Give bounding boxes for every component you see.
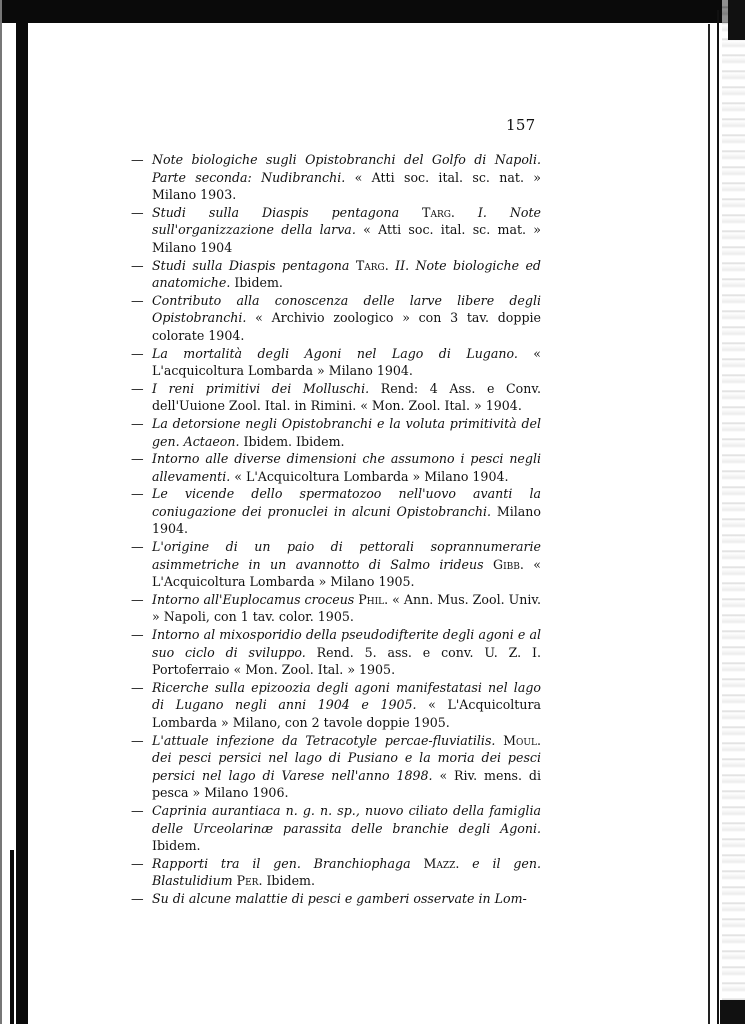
bibliography-entry xyxy=(131,732,541,802)
entry-title: Note biologiche sugli Opistobranchi del Golfo di Napoli. Parte seconda: Nudibranchi. xyxy=(152,152,541,185)
entry-title: Ricerche sulla epizoozia degli agoni manifestatasi nel lago di Lugano negli anni 1904 e 1905. xyxy=(152,679,541,713)
entry-author: Gibb. xyxy=(483,556,524,572)
entry-dash: — xyxy=(131,539,144,555)
bibliography-entry xyxy=(131,415,541,450)
entry-dash: — xyxy=(131,451,144,467)
entry-dash: — xyxy=(131,257,144,273)
entry-title: La detorsione negli Opistobranchi e la voluta primitività del gen. Actaeon. xyxy=(152,415,541,449)
scan-left-edge xyxy=(0,0,2,1024)
entry-citation: « Atti soc. ital. sc. mat. » Milano 1904 xyxy=(152,222,542,255)
scan-right-rule-outer xyxy=(717,10,719,1024)
bibliography-entry xyxy=(131,485,541,538)
bibliography-entry xyxy=(131,591,541,626)
entry-citation: « Riv. mens. di pesca » Milano 1906. xyxy=(152,767,541,801)
entry-citation: « Ann. Mus. Zool. Univ. » Napoli, con 1 tav. color. 1905. xyxy=(152,591,541,625)
entry-dash: — xyxy=(131,679,144,695)
entry-dash: — xyxy=(131,855,144,871)
entry-title: I reni primitivi dei Molluschi. xyxy=(152,380,370,396)
entry-citation: « L'acquicoltura Lombarda » Milano 1904. xyxy=(152,345,541,379)
entry-dash: — xyxy=(131,802,144,818)
bibliography-list xyxy=(131,151,541,908)
entry-title: La mortalità degli Agoni nel Lago di Lugano. xyxy=(152,345,518,361)
scan-top-border xyxy=(0,0,745,23)
scan-right-page-edges xyxy=(722,0,745,1024)
entry-dash: — xyxy=(131,415,144,431)
bibliography-entry xyxy=(131,292,541,345)
entry-citation: Ibidem. xyxy=(152,838,201,854)
entry-citation: Milano 1904. xyxy=(152,503,542,537)
entry-author: Targ. xyxy=(349,257,389,273)
bibliography-entry xyxy=(131,679,541,732)
entry-title: Su di alcune malattie di pesci e gamberi osservate in Lom- xyxy=(152,890,527,906)
scan-right-rule-inner xyxy=(708,24,710,1024)
entry-citation: « Archivio zoologico » con 3 tav. doppie colorate 1904. xyxy=(152,310,541,343)
scan-binding-shadow-left-lower xyxy=(10,850,14,1024)
entry-dash: — xyxy=(131,345,144,361)
bibliography-entry xyxy=(131,151,541,204)
entry-title: Studi sulla Diaspis pentagona xyxy=(152,257,350,273)
bibliography-entry xyxy=(131,855,541,890)
entry-citation: « L'Acquicoltura Lombarda » Milano 1905. xyxy=(152,556,541,590)
bibliography-entry xyxy=(131,345,541,380)
entry-dash: — xyxy=(131,152,144,167)
entry-dash: — xyxy=(131,204,144,220)
entry-title-continued: e il gen. Blastulidium xyxy=(152,855,541,889)
entry-title: Intorno all'Euplocamus croceus xyxy=(152,591,355,607)
entry-citation: Rend. 5. ass. e conv. U. Z. I. Portoferraio « Mon. Zool. Ital. » 1905. xyxy=(152,644,541,678)
entry-title: Caprinia aurantiaca n. g. n. sp., nuovo ciliato della famiglia delle Urceolarinæ parassita delle branchie degli Agoni. xyxy=(152,802,541,836)
entry-title: Le vicende dello spermatozoo nell'uovo avanti la coniugazione dei pronuclei in alcuni Opistobranchi. xyxy=(152,486,541,519)
bibliography-entry xyxy=(131,890,541,908)
bibliography-entry xyxy=(131,626,541,679)
entry-title: L'origine di un paio di pettorali soprannumerarie asimmetriche in un avannotto di Salmo irideus xyxy=(152,539,541,572)
entry-citation: « L'Acquicoltura Lombarda » Milano, con 2 tavole doppie 1905. xyxy=(152,697,542,730)
entry-author: Targ. xyxy=(399,204,455,220)
entry-dash: — xyxy=(131,292,144,308)
entry-title-continued: dei pesci persici nel lago di Pusiano e la moria dei pesci persici nel lago di Varese nell'anno 1898. xyxy=(152,750,541,783)
entry-title-continued: I. Note sull'organizzazione della larva. xyxy=(152,204,541,238)
entry-citation: Rend: 4 Ass. e Conv. dell'Uuione Zool. Ital. in Rimini. « Mon. Zool. Ital. » 1904. xyxy=(152,380,541,414)
bibliography-entry xyxy=(131,257,541,292)
entry-author: Per. xyxy=(232,873,263,889)
entry-citation: Ibidem. Ibidem. xyxy=(239,433,345,449)
bibliography-entry xyxy=(131,450,541,485)
bibliography-entry xyxy=(131,380,541,415)
page-number: 157 xyxy=(506,116,536,134)
entry-title: Intorno al mixosporidio della pseudodifterite degli agoni e al suo ciclo di sviluppo. xyxy=(152,627,541,660)
entry-citation: « Atti soc. ital. sc. nat. » Milano 1903. xyxy=(152,169,541,203)
entry-title: Studi sulla Diaspis pentagona xyxy=(152,204,400,220)
entry-dash: — xyxy=(131,627,144,643)
scan-right-corner-top xyxy=(728,0,745,40)
entry-dash: — xyxy=(131,732,144,748)
entry-citation: Ibidem. xyxy=(262,873,315,889)
scan-right-corner-bottom xyxy=(720,1000,745,1024)
entry-dash: — xyxy=(131,380,144,396)
entry-author: Moul. xyxy=(495,732,541,748)
entry-author: Phil. xyxy=(354,591,389,607)
entry-citation: Ibidem. xyxy=(230,275,283,291)
entry-title-continued: II. Note biologiche ed anatomiche. xyxy=(152,257,541,291)
entry-title: L'attuale infezione da Tetracotyle percae-fluviatilis. xyxy=(152,732,496,748)
scan-binding-shadow-left xyxy=(16,20,28,1024)
entry-dash: — xyxy=(131,890,144,906)
entry-title: Contributo alla conoscenza delle larve libere degli Opistobranchi. xyxy=(152,292,541,326)
bibliography-entry xyxy=(131,538,541,591)
entry-title: Intorno alle diverse dimensioni che assumono i pesci negli allevamenti. xyxy=(152,451,541,484)
entry-dash: — xyxy=(131,591,144,607)
bibliography-entry xyxy=(131,204,541,257)
entry-title: Rapporti tra il gen. Branchiophaga xyxy=(152,855,411,871)
bibliography-entry xyxy=(131,802,541,855)
entry-citation: « L'Acquicoltura Lombarda » Milano 1904. xyxy=(230,468,509,484)
entry-author: Mazz. xyxy=(410,855,460,871)
entry-dash: — xyxy=(131,486,144,502)
